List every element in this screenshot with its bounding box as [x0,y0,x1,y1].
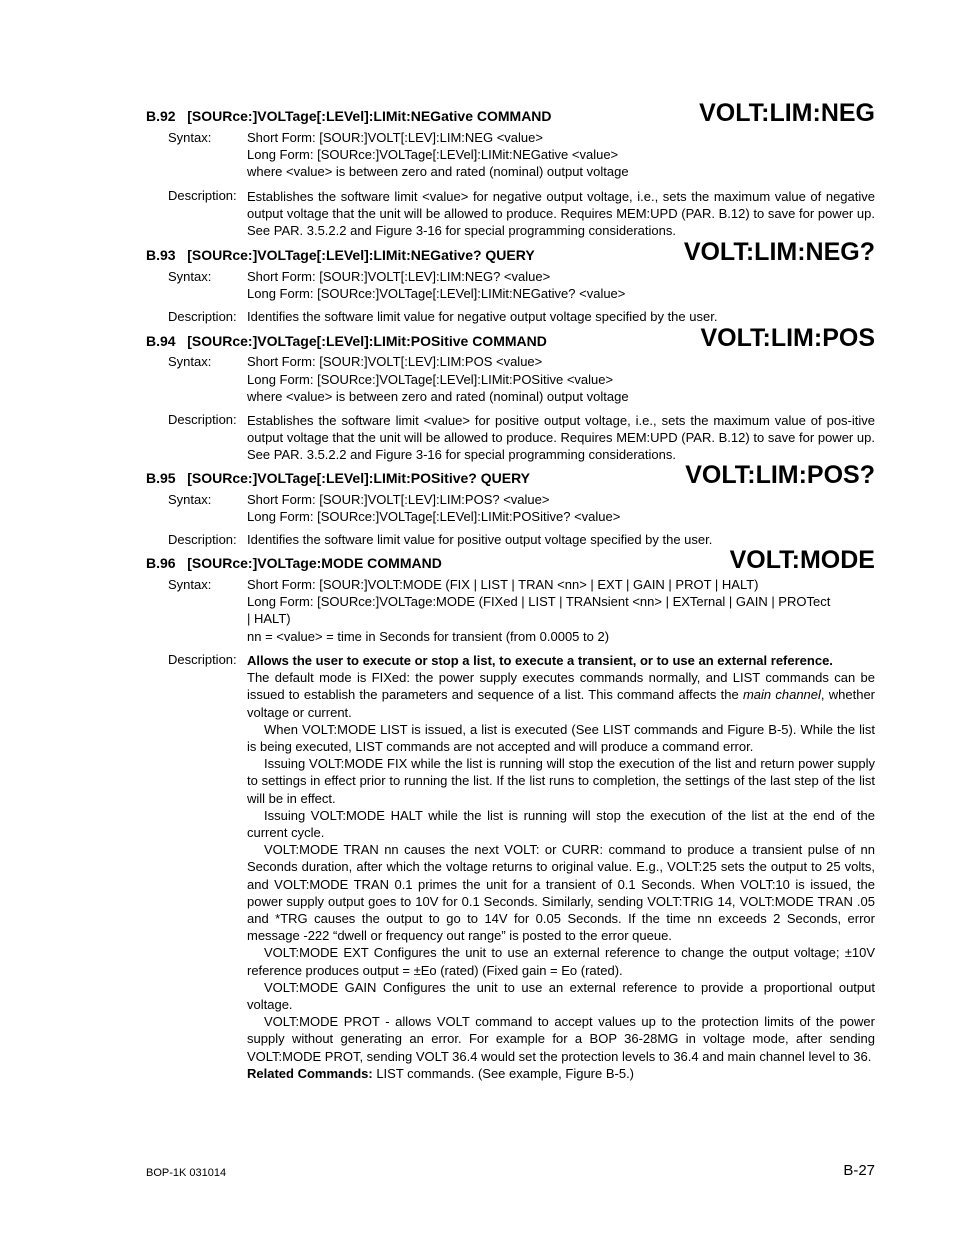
description-bold: Allows the user to execute or stop a list, to execute a transient, or to use an external reference. [247,653,833,668]
command-short-name: VOLT:LIM:NEG [699,99,875,127]
description-label: Description: [168,652,237,667]
section-heading [146,108,552,124]
section-heading [146,333,547,349]
description-paragraph: VOLT:MODE EXT Configures the unit to use an external reference to change the output voltage; ±10V reference produces output = ±Eo (rated) (Fixed gain = Eo (rated). [247,945,875,978]
section-number: B.92 [146,108,176,124]
section-number: B.95 [146,470,176,486]
page-number: B-27 [843,1162,875,1179]
document-id: BOP-1K 031014 [146,1167,227,1179]
syntax-label: Syntax: [168,130,212,145]
description-paragraph: VOLT:MODE TRAN nn causes the next VOLT: or CURR: command to produce a transient pulse of nn Seconds duration, after which the voltage returns to original value. E.g., VOLT:25 sets the output to 25 volts, and VOLT:MODE TRAN 0.1 primes the unit for a transient of 0.1 Seconds. When VOLT:10 is issued, the power supply output goes to 10V for 0.1 Seconds. Similarly, sending VOLT:TRIG 14, VOLT:MODE TRAN .05 and *TRG causes the output to go to 14V for 0.05 Seconds. If the time nn exceeds 2 Seconds, error message -222 “dwell or frequency out range” is posted to the error queue. [247,842,875,944]
syntax-line: Long Form: [SOURce:]VOLTage[:LEVel]:LIMit:NEGative? <value> [247,286,626,301]
section-title: [SOURce:]VOLTage:MODE COMMAND [187,555,442,571]
section-heading [146,555,442,571]
section-number: B.94 [146,333,176,349]
description-label: Description: [168,188,237,203]
description-text: Establishes the software limit <value> for positive output voltage, i.e., sets the maximum value of pos-itive output voltage that the unit will be allowed to produce. Requires MEM:UPD (PAR. B.12) to save for power up. See PAR. 3.5.2.2 and Figure 3-16 for special programming considerations. [247,413,875,463]
syntax-label: Syntax: [168,492,212,507]
description-label: Description: [168,309,237,324]
description-label: Description: [168,412,237,427]
description-paragraph: Issuing VOLT:MODE HALT while the list is running will stop the execution of the list at the end of the current cycle. [247,807,875,841]
section-title: [SOURce:]VOLTage[:LEVel]:LIMit:NEGative COMMAND [187,108,552,124]
syntax-label: Syntax: [168,577,212,592]
description-paragraph: VOLT:MODE GAIN Configures the unit to use an external reference to provide a proportional output voltage. [247,979,875,1013]
description-text: Establishes the software limit <value> for negative output voltage, i.e., sets the maximum value of negative output voltage that the unit will be allowed to produce. Requires MEM:UPD (PAR. B.12) to save for power up. See PAR. 3.5.2.2 and Figure 3-16 for special programming considerations. [247,189,875,239]
syntax-line: Short Form: [SOUR:]VOLT[:LEV]:LIM:POS? <value> [247,492,550,507]
syntax-label: Syntax: [168,354,212,369]
description-text: Identifies the software limit value for positive output voltage specified by the user. [247,532,713,547]
command-short-name: VOLT:LIM:NEG? [683,238,875,266]
syntax-line: Short Form: [SOUR:]VOLT[:LEV]:LIM:POS <value> [247,354,543,369]
command-short-name: VOLT:LIM:POS? [685,461,875,489]
syntax-line: Long Form: [SOURce:]VOLTage[:LEVel]:LIMit:POSitive <value> [247,372,614,387]
section-heading [146,470,530,486]
syntax-line: Short Form: [SOUR:]VOLT[:LEV]:LIM:NEG <value> [247,130,543,145]
syntax-line: nn = <value> = time in Seconds for transient (from 0.0005 to 2) [247,629,610,644]
command-short-name: VOLT:MODE [729,546,875,574]
section-heading [146,247,535,263]
description-paragraph: The default mode is FIXed: the power supply executes commands normally, and LIST commands can be issued to establish the parameters and sequence of a list. This command affects the main channel, whether voltage or current. [247,670,875,720]
description-paragraph: When VOLT:MODE LIST is issued, a list is executed (See LIST commands and Figure B-5). While the list is being executed, LIST commands are not accepted and will produce a command error. [247,721,875,755]
syntax-line: Short Form: [SOUR:]VOLT:MODE (FIX | LIST | TRAN <nn> | EXT | GAIN | PROT | HALT) [247,577,759,592]
syntax-line: Short Form: [SOUR:]VOLT[:LEV]:LIM:NEG? <value> [247,269,551,284]
description-paragraph: VOLT:MODE PROT - allows VOLT command to accept values up to the protection limits of the power supply without generating an error. For example for a BOP 36-28MG in voltage mode, after sending VOLT:MODE PROT, sending VOLT 36.4 would set the protection levels to 36.4 and main channel level to 36. [247,1014,875,1064]
syntax-line: Long Form: [SOURce:]VOLTage[:LEVel]:LIMit:POSitive? <value> [247,509,621,524]
syntax-label: Syntax: [168,269,212,284]
section-number: B.93 [146,247,176,263]
syntax-line: where <value> is between zero and rated (nominal) output voltage [247,389,629,404]
related-commands: Related Commands: LIST commands. (See example, Figure B-5.) [247,1065,635,1081]
description-paragraph: Issuing VOLT:MODE FIX while the list is running will stop the execution of the list and return power supply to settings in effect prior to running the list. If the list runs to completion, the settings of the last step of the list will be in effect. [247,756,875,806]
section-title: [SOURce:]VOLTage[:LEVel]:LIMit:POSitive COMMAND [187,333,547,349]
syntax-line: | HALT) [247,611,291,626]
syntax-line: Long Form: [SOURce:]VOLTage:MODE (FIXed | LIST | TRANsient <nn> | EXTernal | GAIN | PROTect [247,594,831,609]
description-text: Identifies the software limit value for negative output voltage specified by the user. [247,309,718,324]
syntax-line: Long Form: [SOURce:]VOLTage[:LEVel]:LIMit:NEGative <value> [247,147,619,162]
syntax-line: where <value> is between zero and rated (nominal) output voltage [247,164,629,179]
section-title: [SOURce:]VOLTage[:LEVel]:LIMit:NEGative? QUERY [187,247,535,263]
command-short-name: VOLT:LIM:POS [700,324,875,352]
section-number: B.96 [146,555,176,571]
description-body [247,652,875,1082]
description-label: Description: [168,532,237,547]
section-title: [SOURce:]VOLTage[:LEVel]:LIMit:POSitive? QUERY [187,470,531,486]
